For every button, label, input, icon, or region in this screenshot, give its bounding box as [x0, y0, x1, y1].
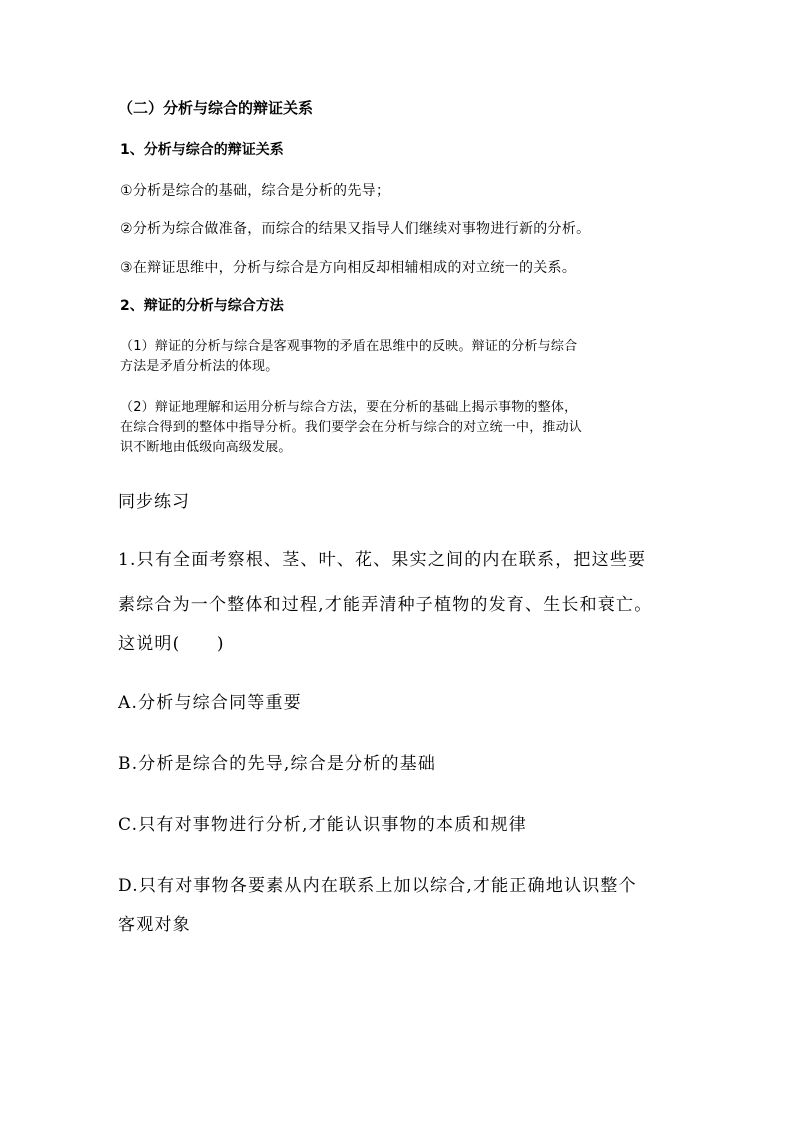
paragraph-2-line-2: 在综合得到的整体中指导分析。我们要学会在分析与综合的对立统一中，推动认	[120, 420, 583, 435]
question-line-1: 1.只有全面考察根、茎、叶、花、果实之间的内在联系，把这些要	[118, 550, 647, 570]
section-title: （二）分析与综合的辩证关系	[118, 99, 314, 117]
paragraph-2-line-1: （2）辩证地理解和运用分析与综合方法，要在分析的基础上揭示事物的整体，	[120, 400, 578, 415]
exercise-title: 同步练习	[118, 492, 190, 512]
option-d-line-1: D.只有对事物各要素从内在联系上加以综合,才能正确地认识整个	[118, 876, 637, 896]
option-a: A.分析与综合同等重要	[118, 693, 302, 713]
paragraph-1-line-1: （1）辩证的分析与综合是客观事物的矛盾在思维中的反映。辩证的分析与综合	[120, 339, 578, 354]
subsection-heading-2: 2、辩证的分析与综合方法	[120, 298, 284, 314]
option-c: C.只有对事物进行分析,才能认识事物的本质和规律	[118, 815, 528, 835]
point-2: ②分析为综合做准备，而综合的结果又指导人们继续对事物进行新的分析。	[120, 221, 591, 237]
point-1: ①分析是综合的基础，综合是分析的先导；	[120, 183, 391, 199]
question-line-2: 素综合为一个整体和过程,才能弄清种子植物的发育、生长和衰亡。	[118, 595, 653, 615]
question-line-3: 这说明( )	[118, 634, 225, 654]
point-3: ③在辩证思维中，分析与综合是方向相反却相辅相成的对立统一的关系。	[120, 260, 577, 276]
subsection-heading-1: 1、分析与综合的辩证关系	[120, 142, 284, 158]
option-b: B.分析是综合的先导,综合是分析的基础	[118, 754, 437, 774]
option-d-line-2: 客观对象	[118, 915, 191, 935]
paragraph-2-line-3: 识不断地由低级向高级发展。	[120, 440, 292, 455]
paragraph-1-line-2: 方法是矛盾分析法的体现。	[120, 359, 279, 374]
